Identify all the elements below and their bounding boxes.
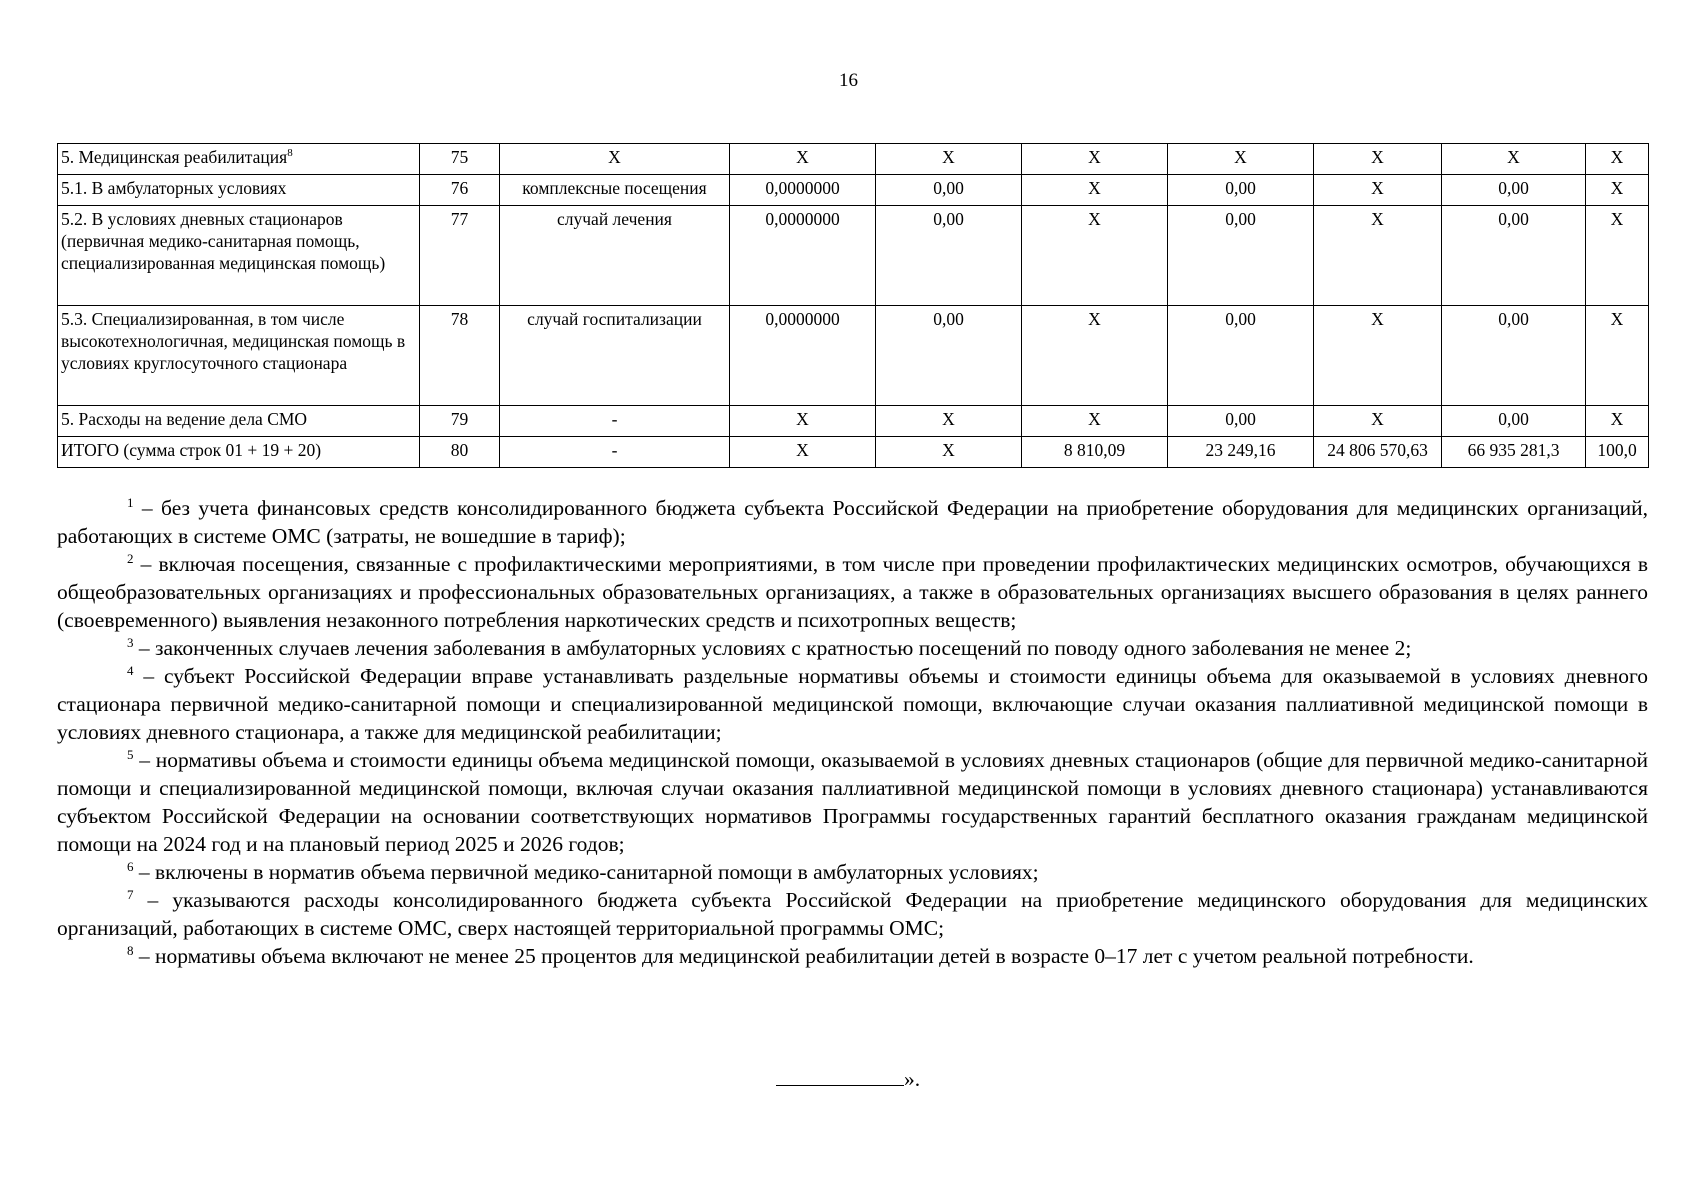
footnote-number: 3	[127, 634, 134, 650]
cell-c5: 0,00	[876, 206, 1022, 306]
cell-unit: случай госпитализации	[500, 306, 730, 406]
cell-c9: 0,00	[1442, 206, 1586, 306]
cell-c5: Х	[876, 437, 1022, 468]
cell-c4: 0,0000000	[730, 175, 876, 206]
cell-c9: 0,00	[1442, 175, 1586, 206]
cell-unit: -	[500, 406, 730, 437]
footnote-text: – нормативы объема включают не менее 25 процентов для медицинской реабилитации детей в возрасте 0–17 лет с учетом реальной потребности.	[133, 944, 1474, 968]
cell-c4: 0,0000000	[730, 306, 876, 406]
cell-c8: Х	[1314, 406, 1442, 437]
cell-c10: Х	[1586, 175, 1649, 206]
footnote-number: 4	[127, 662, 134, 678]
row-name-cell	[58, 437, 420, 468]
cell-code: 78	[420, 306, 500, 406]
footnote-text: – без учета финансовых средств консолидированного бюджета субъекта Российской Федерации на приобретение оборудования для медицинских организаций, работающих в системе ОМС (затраты, не вошедшие в тариф);	[57, 496, 1648, 548]
closing-quote: ».	[904, 1067, 921, 1091]
cell-c6: 8 810,09	[1022, 437, 1168, 468]
cell-c6: Х	[1022, 206, 1168, 306]
footnote	[57, 858, 1648, 886]
cell-c5: 0,00	[876, 306, 1022, 406]
footnote-text: – включены в норматив объема первичной медико-санитарной помощи в амбулаторных условиях;	[133, 860, 1039, 884]
cell-c5: 0,00	[876, 175, 1022, 206]
footnote	[57, 886, 1648, 942]
cell-code: 76	[420, 175, 500, 206]
cell-c7: 23 249,16	[1168, 437, 1314, 468]
footnote-text: – нормативы объема и стоимости единицы объема медицинской помощи, оказываемой в условиях дневных стационаров (общие для первичной медико-санитарной помощи и специализированной медицинской помощи, включая случаи оказания паллиативной медицинской помощи в условиях дневного стационара) устанавливаются субъектом Российской Федерации на основании соответствующих нормативов Программы государственных гарантий бесплатного оказания гражданам медицинской помощи на 2024 год и на плановый период 2025 и 2026 годов;	[57, 748, 1648, 856]
row-name-text: 5. Расходы на ведение дела СМО	[61, 409, 308, 429]
footnote-text: – законченных случаев лечения заболевания в амбулаторных условиях с кратностью посещений по поводу одного заболевания не менее 2;	[133, 636, 1412, 660]
row-name-cell	[58, 144, 420, 175]
cell-code: 80	[420, 437, 500, 468]
cell-c5: Х	[876, 406, 1022, 437]
footnote-text: – субъект Российской Федерации вправе устанавливать раздельные нормативы объемы и стоимости единицы объема для оказываемой в условиях дневного стационара первичной медико-санитарной помощи и специализированной медицинской помощи, включающие случаи оказания паллиативной медицинской помощи в условиях дневного стационара, а также для медицинской реабилитации;	[57, 664, 1648, 744]
footnote-number: 1	[127, 494, 134, 510]
row-name-cell	[58, 175, 420, 206]
cell-c7: 0,00	[1168, 175, 1314, 206]
cell-code: 79	[420, 406, 500, 437]
cell-c4: Х	[730, 406, 876, 437]
row-name-text: 5.2. В условиях дневных стационаров (первичная медико-санитарная помощь, специализированная медицинская помощь)	[61, 209, 386, 273]
footnote-text: – указываются расходы консолидированного бюджета субъекта Российской Федерации на приобретение медицинского оборудования для медицинских организаций, работающих в системе ОМС, сверх настоящей территориальной программы ОМС;	[57, 888, 1648, 940]
closing-mark	[776, 1067, 920, 1092]
row-name-cell	[58, 406, 420, 437]
cell-c8: Х	[1314, 144, 1442, 175]
cell-c7: Х	[1168, 144, 1314, 175]
cell-code: 75	[420, 144, 500, 175]
cell-c8: Х	[1314, 175, 1442, 206]
cell-unit: комплексные посещения	[500, 175, 730, 206]
cell-c9: 0,00	[1442, 406, 1586, 437]
row-name-text: 5.3. Специализированная, в том числе высокотехнологичная, медицинская помощь в условиях круглосуточного стационара	[61, 309, 406, 373]
footnote-text: – включая посещения, связанные с профилактическими мероприятиями, в том числе при проведении профилактических медицинских осмотров, обучающихся в общеобразовательных организациях и профессиональных образовательных организациях, а также в образовательных организациях высшего образования в целях раннего (своевременного) выявления незаконного потребления наркотических средств и психотропных веществ;	[57, 552, 1648, 632]
footnote	[57, 746, 1648, 858]
cell-c10: 100,0	[1586, 437, 1649, 468]
row-name-text: ИТОГО (сумма строк 01 + 19 + 20)	[61, 440, 322, 460]
cell-c6: Х	[1022, 306, 1168, 406]
row-name-text: 5.1. В амбулаторных условиях	[61, 178, 287, 198]
table-row	[58, 144, 1649, 175]
cell-unit: -	[500, 437, 730, 468]
cell-c9: Х	[1442, 144, 1586, 175]
signature-line	[776, 1067, 904, 1086]
cell-c10: Х	[1586, 144, 1649, 175]
cell-c6: Х	[1022, 175, 1168, 206]
cell-c7: 0,00	[1168, 406, 1314, 437]
norms-table	[57, 143, 1649, 468]
footnote	[57, 550, 1648, 634]
footnote-number: 8	[127, 942, 134, 958]
footnotes	[57, 494, 1648, 970]
cell-c9: 66 935 281,3	[1442, 437, 1586, 468]
cell-c4: Х	[730, 144, 876, 175]
footnote-number: 5	[127, 746, 134, 762]
cell-c4: 0,0000000	[730, 206, 876, 306]
cell-c10: Х	[1586, 406, 1649, 437]
page-number: 16	[839, 70, 858, 91]
cell-c10: Х	[1586, 306, 1649, 406]
table-row	[58, 306, 1649, 406]
table-row	[58, 406, 1649, 437]
table-row	[58, 437, 1649, 468]
footnote-number: 7	[127, 886, 134, 902]
cell-c6: Х	[1022, 144, 1168, 175]
footnote-ref: 8	[287, 147, 293, 160]
cell-c9: 0,00	[1442, 306, 1586, 406]
footnote	[57, 494, 1648, 550]
footnote-number: 6	[127, 858, 134, 874]
footnote-number: 2	[127, 550, 134, 566]
cell-c4: Х	[730, 437, 876, 468]
footnote	[57, 942, 1648, 970]
cell-c6: Х	[1022, 406, 1168, 437]
table-row	[58, 206, 1649, 306]
cell-unit: Х	[500, 144, 730, 175]
cell-code: 77	[420, 206, 500, 306]
row-name-cell	[58, 306, 420, 406]
footnote	[57, 634, 1648, 662]
cell-c8: Х	[1314, 306, 1442, 406]
cell-c7: 0,00	[1168, 206, 1314, 306]
cell-c5: Х	[876, 144, 1022, 175]
footnote	[57, 662, 1648, 746]
cell-c8: 24 806 570,63	[1314, 437, 1442, 468]
cell-c7: 0,00	[1168, 306, 1314, 406]
table-row	[58, 175, 1649, 206]
cell-c8: Х	[1314, 206, 1442, 306]
row-name-cell	[58, 206, 420, 306]
cell-c10: Х	[1586, 206, 1649, 306]
row-name-text: 5. Медицинская реабилитация	[61, 147, 288, 167]
cell-unit: случай лечения	[500, 206, 730, 306]
